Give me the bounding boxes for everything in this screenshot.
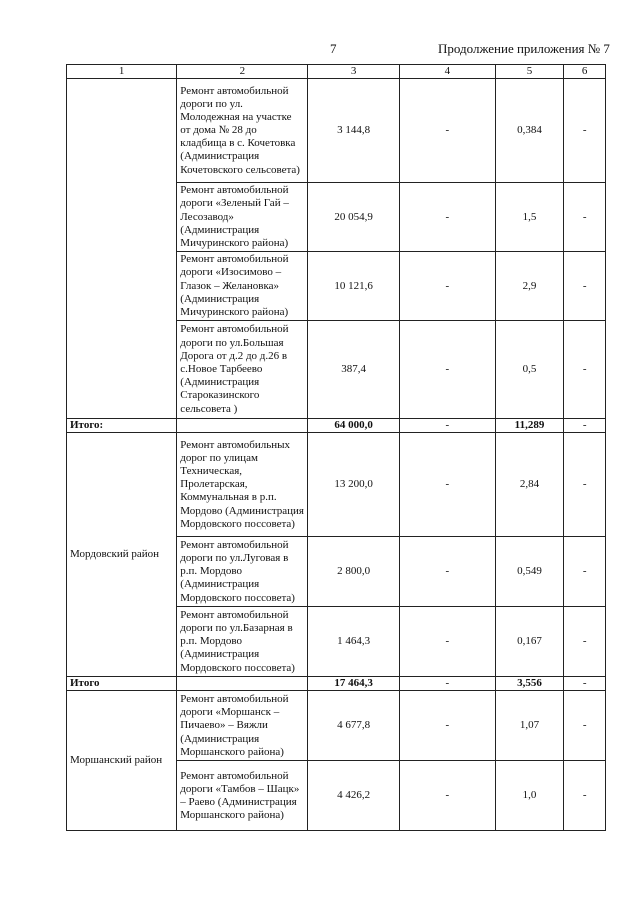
row-amount: 387,4 xyxy=(308,321,400,419)
district-cell: Мордовский район xyxy=(67,433,177,677)
row-length: 0,5 xyxy=(495,321,564,419)
row-description: Ремонт автомобильных дорог по улицам Техническая, Пролетарская, Коммунальная в р.п. Мордово (Администрация Мордовского поссовета) xyxy=(177,433,308,537)
row-amount: 4 677,8 xyxy=(308,691,400,761)
row-col6: - xyxy=(564,761,606,831)
row-col4: - xyxy=(399,607,495,677)
row-description: Ремонт автомобильной дороги по ул.Большая Дорога от д.2 до д.26 в с.Новое Тарбеево (Администрация Староказинского сельсовета ) xyxy=(177,321,308,419)
district-cell xyxy=(67,79,177,419)
roads-table xyxy=(66,64,606,831)
row-col6: - xyxy=(564,691,606,761)
row-length: 0,384 xyxy=(495,79,564,183)
header-col-6: 6 xyxy=(564,65,606,79)
row-description: Ремонт автомобильной дороги «Тамбов – Шацк» – Раево (Администрация Моршанского района) xyxy=(177,761,308,831)
row-description: Ремонт автомобильной дороги по ул.Луговая в р.п. Мордово (Администрация Мордовского поссовета) xyxy=(177,537,308,607)
header-col-3: 3 xyxy=(308,65,400,79)
row-col6: - xyxy=(564,607,606,677)
header-col-1: 1 xyxy=(67,65,177,79)
row-description: Ремонт автомобильной дороги по ул. Молодежная на участке от дома № 28 до кладбища в с. Кочетовка (Администрация Кочетовского сельсовета) xyxy=(177,79,308,183)
row-amount: 2 800,0 xyxy=(308,537,400,607)
total-col6: - xyxy=(564,419,606,433)
total-amount: 17 464,3 xyxy=(308,677,400,691)
row-col4: - xyxy=(399,691,495,761)
total-length: 3,556 xyxy=(495,677,564,691)
row-col6: - xyxy=(564,79,606,183)
page-number: 7 xyxy=(330,41,337,56)
total-label: Итого: xyxy=(67,419,177,433)
row-amount: 3 144,8 xyxy=(308,79,400,183)
total-amount: 64 000,0 xyxy=(308,419,400,433)
row-amount: 4 426,2 xyxy=(308,761,400,831)
row-col6: - xyxy=(564,321,606,419)
row-col4: - xyxy=(399,79,495,183)
row-col4: - xyxy=(399,761,495,831)
table-row xyxy=(67,691,606,761)
row-length: 1,07 xyxy=(495,691,564,761)
row-description: Ремонт автомобильной дороги «Изосимово – Глазок – Желановка» (Администрация Мичуринского района) xyxy=(177,252,308,321)
table-row xyxy=(67,79,606,183)
total-col6: - xyxy=(564,677,606,691)
row-col4: - xyxy=(399,433,495,537)
total-label: Итого xyxy=(67,677,177,691)
row-description: Ремонт автомобильной дороги «Моршанск – Пичаево» – Вяжли (Администрация Моршанского района) xyxy=(177,691,308,761)
total-length: 11,289 xyxy=(495,419,564,433)
row-col6: - xyxy=(564,433,606,537)
row-col6: - xyxy=(564,183,606,252)
total-row xyxy=(67,677,606,691)
row-length: 0,549 xyxy=(495,537,564,607)
table-row xyxy=(67,433,606,537)
total-blank xyxy=(177,419,308,433)
row-amount: 10 121,6 xyxy=(308,252,400,321)
row-description: Ремонт автомобильной дороги «Зеленый Гай – Лесозавод» (Администрация Мичуринского района) xyxy=(177,183,308,252)
total-row xyxy=(67,419,606,433)
row-col4: - xyxy=(399,252,495,321)
row-col4: - xyxy=(399,321,495,419)
total-col4: - xyxy=(399,677,495,691)
row-length: 0,167 xyxy=(495,607,564,677)
row-amount: 13 200,0 xyxy=(308,433,400,537)
district-cell: Моршанский район xyxy=(67,691,177,831)
total-col4: - xyxy=(399,419,495,433)
header-col-2: 2 xyxy=(177,65,308,79)
row-length: 2,84 xyxy=(495,433,564,537)
row-col6: - xyxy=(564,252,606,321)
row-length: 2,9 xyxy=(495,252,564,321)
table-header-row xyxy=(67,65,606,79)
row-col4: - xyxy=(399,537,495,607)
row-length: 1,0 xyxy=(495,761,564,831)
row-length: 1,5 xyxy=(495,183,564,252)
row-col4: - xyxy=(399,183,495,252)
header-col-5: 5 xyxy=(495,65,564,79)
row-amount: 20 054,9 xyxy=(308,183,400,252)
row-description: Ремонт автомобильной дороги по ул.Базарная в р.п. Мордово (Администрация Мордовского поссовета) xyxy=(177,607,308,677)
total-blank xyxy=(177,677,308,691)
row-amount: 1 464,3 xyxy=(308,607,400,677)
appendix-caption: Продолжение приложения № 7 xyxy=(438,41,610,56)
row-col6: - xyxy=(564,537,606,607)
header-col-4: 4 xyxy=(399,65,495,79)
